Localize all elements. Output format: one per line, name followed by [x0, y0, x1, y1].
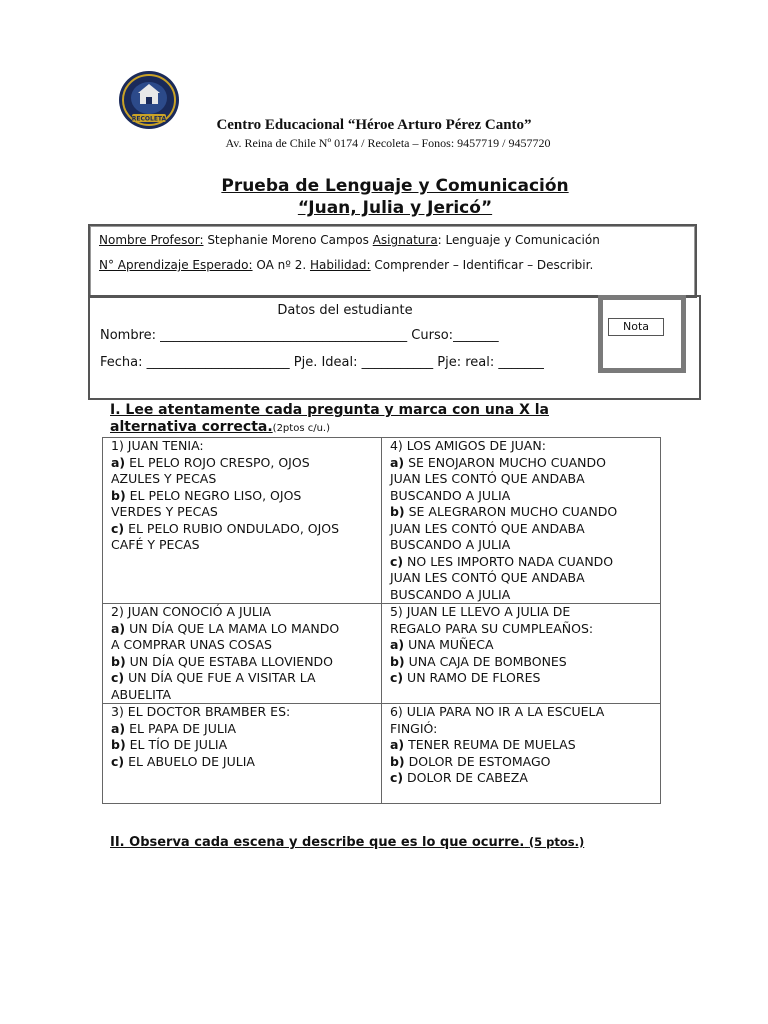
option-letter: b) — [111, 653, 126, 669]
option-text: EL ABUELO DE JULIA — [124, 753, 255, 769]
story-title: “Juan, Julia y Jericó” — [297, 198, 493, 218]
option-text: SE ENOJARON MUCHO CUANDO — [404, 454, 606, 470]
option-text: JUAN LES CONTÓ QUE ANDABA — [389, 570, 585, 585]
option-line — [111, 471, 381, 488]
option-line — [390, 537, 660, 554]
option-line — [111, 687, 381, 704]
section-2-heading — [110, 835, 584, 850]
option-letter: c) — [111, 520, 125, 536]
option-text: EL PELO NEGRO LISO, OJOS — [125, 487, 302, 503]
question-cell[interactable] — [381, 438, 660, 604]
section-2-text: II. Observa cada escena y describe que es lo que ocurre. — [110, 835, 525, 850]
question-prompt: 2) JUAN CONOCIÓ A JULIA — [111, 604, 272, 619]
nota-box — [598, 295, 686, 373]
option-text: A COMPRAR UNAS COSAS — [111, 637, 272, 652]
nombre-field[interactable]: Nombre: ______________________________________ Curso:_______ — [100, 328, 499, 343]
section-1-heading: I. Lee atentamente cada pregunta y marca con una X la — [110, 402, 550, 418]
option-line[interactable] — [111, 455, 381, 472]
fecha-field[interactable]: Fecha: ______________________ Pje. Ideal: ___________ Pje: real: _______ — [100, 355, 544, 370]
asignatura-label: Asignatura — [372, 233, 438, 247]
option-letter: b) — [389, 753, 405, 769]
section-1-heading-cont — [110, 419, 330, 435]
habilidad-value: Comprender – Identificar – Describir. — [370, 258, 594, 272]
option-line[interactable] — [390, 637, 660, 654]
aprendizaje-value: OA nº 2. — [252, 258, 310, 272]
questions-table — [102, 437, 661, 804]
option-text: BUSCANDO A JULIA — [389, 487, 511, 503]
option-text: UNA CAJA DE BOMBONES — [404, 653, 567, 669]
option-text: VERDES Y PECAS — [111, 504, 218, 519]
section-2-points: (5 ptos.) — [528, 835, 585, 849]
question-prompt: 5) JUAN LE LLEVO A JULIA DE — [389, 604, 571, 619]
option-text: JUAN LES CONTÓ QUE ANDABA — [389, 471, 585, 486]
option-line[interactable] — [390, 737, 660, 754]
option-letter: b) — [111, 487, 126, 503]
section-1-heading-line2: alternativa correcta. — [110, 419, 273, 435]
option-text: JUAN LES CONTÓ QUE ANDABA — [389, 520, 585, 536]
option-text: DOLOR DE CABEZA — [403, 770, 528, 785]
question-cell[interactable] — [381, 604, 660, 704]
school-name: Centro Educacional “Héroe Arturo Pérez Canto” — [216, 117, 532, 133]
option-text: REGALO PARA SU CUMPLEAÑOS: — [389, 620, 594, 636]
table-row — [103, 704, 661, 804]
option-letter: c) — [111, 753, 125, 769]
option-line[interactable] — [111, 737, 381, 754]
nota-field[interactable]: Nota — [608, 318, 664, 336]
option-text: CAFÉ Y PECAS — [111, 537, 200, 552]
option-text: UN DÍA QUE FUE A VISITAR LA — [124, 670, 316, 685]
option-letter: c) — [111, 670, 125, 685]
question-cell[interactable] — [381, 704, 660, 804]
question-cell[interactable] — [103, 438, 382, 604]
option-text: NO LES IMPORTO NADA CUANDO — [403, 553, 614, 569]
objective-row — [99, 258, 593, 272]
test-title: Prueba de Lenguaje y Comunicación — [221, 176, 569, 196]
option-line[interactable] — [390, 754, 660, 771]
asignatura-value: : Lenguaje y Comunicación — [437, 233, 600, 247]
option-letter: a) — [389, 637, 405, 652]
table-row — [103, 604, 661, 704]
option-line[interactable] — [390, 654, 660, 671]
option-letter: a) — [111, 720, 126, 736]
option-text: AZULES Y PECAS — [111, 471, 217, 486]
option-line — [390, 570, 660, 587]
option-letter: c) — [389, 770, 404, 785]
option-letter: a) — [111, 620, 126, 636]
option-line[interactable] — [111, 488, 381, 505]
option-line[interactable] — [390, 455, 660, 472]
option-line[interactable] — [390, 504, 660, 521]
option-line — [111, 537, 381, 554]
option-line — [390, 521, 660, 538]
question-cell[interactable] — [103, 604, 382, 704]
student-info-box — [88, 295, 701, 400]
option-letter: c) — [389, 553, 404, 569]
table-row — [103, 438, 661, 604]
option-line — [111, 637, 381, 654]
option-line — [390, 471, 660, 488]
option-text: TENER REUMA DE MUELAS — [404, 737, 576, 752]
option-text: UN RAMO DE FLORES — [403, 670, 541, 685]
option-line — [390, 488, 660, 505]
option-line[interactable] — [111, 654, 381, 671]
option-text: BUSCANDO A JULIA — [389, 537, 511, 552]
option-text: ABUELITA — [111, 686, 172, 702]
option-line[interactable] — [111, 721, 381, 738]
option-line[interactable] — [390, 770, 660, 787]
section-1-points: (2ptos c/u.) — [272, 423, 330, 434]
option-line[interactable] — [111, 621, 381, 638]
option-line — [390, 587, 660, 604]
teacher-info-box — [88, 224, 697, 298]
question-prompt: 6) ULIA PARA NO IR A LA ESCUELA — [389, 704, 605, 719]
question-prompt: 4) LOS AMIGOS DE JUAN: — [389, 438, 546, 453]
option-text: UN DÍA QUE LA MAMA LO MANDO — [125, 620, 340, 636]
option-text: EL PAPA DE JULIA — [125, 720, 237, 736]
habilidad-label: Habilidad: — [309, 258, 371, 272]
option-letter: c) — [389, 670, 404, 685]
option-letter: a) — [389, 454, 405, 470]
aprendizaje-label: N° Aprendizaje Esperado: — [99, 258, 253, 272]
option-line — [111, 504, 381, 521]
profesor-label: Nombre Profesor: — [99, 233, 204, 247]
option-letter: b) — [389, 504, 405, 519]
option-line[interactable] — [390, 554, 660, 571]
option-line[interactable] — [111, 670, 381, 687]
option-text: SE ALEGRARON MUCHO CUANDO — [404, 504, 618, 519]
question-cell[interactable] — [103, 704, 382, 804]
question-prompt: 1) JUAN TENIA: — [111, 438, 204, 453]
option-text: EL PELO RUBIO ONDULADO, OJOS — [124, 520, 340, 536]
option-letter: a) — [111, 454, 126, 470]
option-line — [390, 621, 660, 638]
logo-text: RECOLETA — [131, 115, 167, 123]
question-prompt: 3) EL DOCTOR BRAMBER ES: — [111, 704, 291, 719]
option-line — [390, 721, 660, 738]
option-text: DOLOR DE ESTOMAGO — [404, 753, 551, 769]
option-text: EL TÍO DE JULIA — [125, 737, 228, 752]
option-line[interactable] — [111, 754, 381, 771]
option-text: BUSCANDO A JULIA — [389, 586, 511, 602]
option-text: EL PELO ROJO CRESPO, OJOS — [125, 454, 310, 470]
student-data-title: Datos del estudiante — [277, 303, 413, 318]
option-letter: b) — [111, 737, 126, 752]
option-line[interactable] — [390, 670, 660, 687]
option-text: FINGIÓ: — [389, 720, 438, 736]
option-letter: b) — [389, 653, 405, 669]
option-letter: a) — [389, 737, 405, 752]
option-text: UN DÍA QUE ESTABA LLOVIENDO — [125, 653, 334, 669]
option-line[interactable] — [111, 521, 381, 538]
profesor-value: Stephanie Moreno Campos — [203, 233, 373, 247]
school-address: Av. Reina de Chile Nº 0174 / Recoleta – Fonos: 9457719 / 9457720 — [225, 136, 551, 150]
teacher-row — [99, 233, 600, 247]
option-text: UNA MUÑECA — [404, 637, 494, 652]
